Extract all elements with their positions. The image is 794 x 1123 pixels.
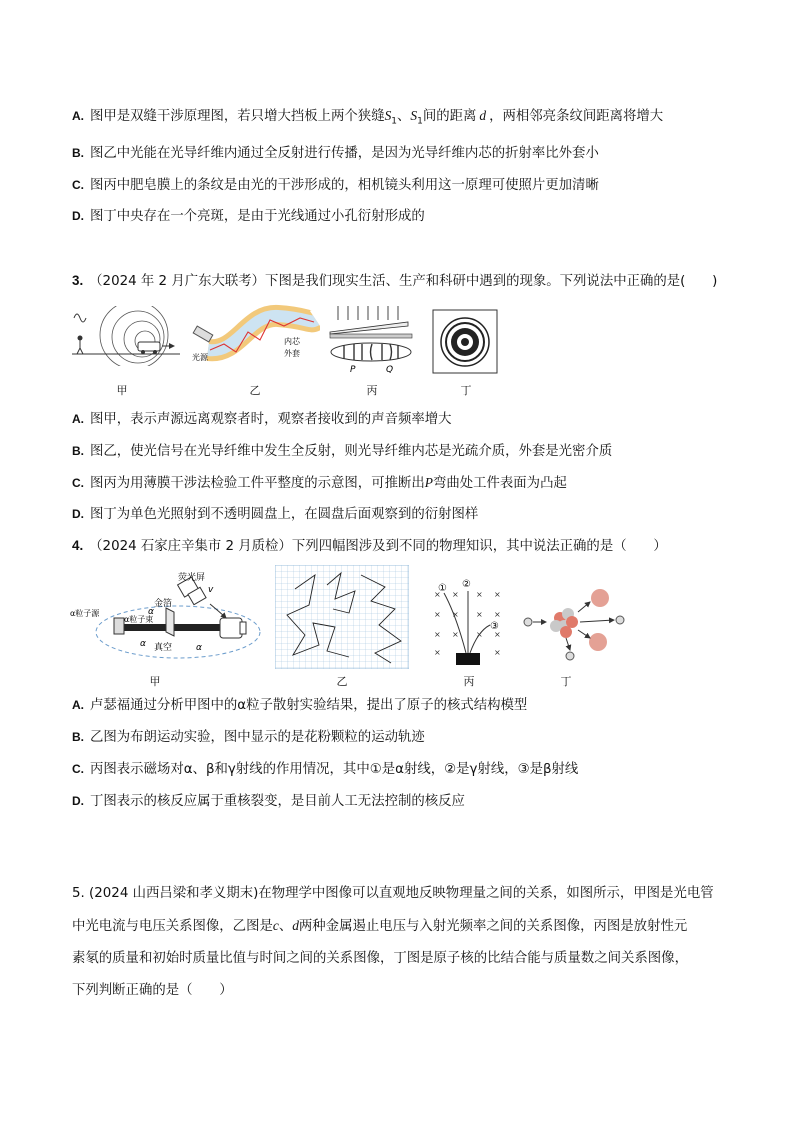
q2-option-b: B. 图乙中光能在光导纤维内通过全反射进行传播，是因为光导纤维内芯的折射率比外套小	[72, 146, 599, 161]
svg-text:×: ×	[434, 648, 441, 657]
q3-figure-ding-diffraction	[432, 309, 500, 375]
q5-stem-line2: 中光电流与电压关系图像，乙图是c、d两种金属遏止电压与入射光频率之间的关系图像，丙图是放射性元	[72, 918, 688, 934]
svg-text:Q: Q	[386, 365, 394, 374]
q4-caption-jia: 甲	[149, 675, 161, 688]
svg-text:荧光屏: 荧光屏	[178, 573, 206, 583]
q2-option-a: A. 图甲是双缝干涉原理图，若只增大挡板上两个狭缝$S_1$、$S_1$间的距离 d ，两相邻亮条纹间距离将增大	[72, 108, 664, 127]
q5-stem-line3: 素氡的质量和初始时质量比值与时间之间的关系图像，丁图是原子核的比结合能与质量数之间关系图像，	[72, 951, 688, 966]
q4-caption-yi: 乙	[336, 675, 348, 688]
svg-text:×: ×	[476, 630, 483, 639]
q3-caption-jia: 甲	[116, 384, 128, 397]
q4-figure-bing-magnetic-rays	[432, 575, 512, 667]
svg-text:×: ×	[494, 648, 501, 657]
q3-caption-bing: 丙	[366, 384, 378, 397]
q4-figure-ding-fission	[520, 582, 630, 664]
q4-option-d: D. 丁图表示的核反应属于重核裂变，是目前人工无法控制的核反应	[72, 794, 465, 809]
svg-text:×: ×	[434, 590, 441, 599]
svg-text:v: v	[208, 585, 214, 595]
svg-text:×: ×	[494, 630, 501, 639]
svg-text:内芯: 内芯	[284, 337, 300, 346]
q3-option-a: A. 图甲，表示声源远离观察者时，观察者接收到的声音频率增大	[72, 412, 452, 427]
q4-figure-jia-rutherford	[70, 568, 266, 668]
svg-text:×: ×	[452, 630, 459, 639]
q4-figure-yi-brownian	[275, 565, 409, 669]
svg-text:真空: 真空	[154, 643, 173, 653]
svg-text:×: ×	[476, 610, 483, 619]
svg-text:①: ①	[438, 583, 447, 594]
q2-option-d: D. 图丁中央存在一个亮斑，是由于光线通过小孔衍射形成的	[72, 209, 425, 224]
q3-option-d: D. 图丁为单色光照射到不透明圆盘上，在圆盘后面观察到的衍射图样	[72, 507, 479, 522]
svg-text:α粒子源: α粒子源	[70, 609, 100, 618]
q3-figure-bing-thin-film	[326, 304, 416, 374]
q3-option-c: C. 图丙为用薄膜干涉法检验工件平整度的示意图，可推断出P弯曲处工件表面为凸起	[72, 475, 567, 491]
q3-caption-ding: 丁	[460, 384, 472, 397]
svg-text:外套: 外套	[284, 349, 300, 358]
svg-text:×: ×	[494, 610, 501, 619]
q4-option-b: B. 乙图为布朗运动实验，图中显示的是花粉颗粒的运动轨迹	[72, 730, 425, 745]
q3-figure-yi-fiber	[188, 304, 320, 368]
q5-stem-line4: 下列判断正确的是（ ）	[72, 983, 233, 998]
q4-caption-bing: 丙	[463, 675, 475, 688]
svg-text:×: ×	[494, 590, 501, 599]
q5-stem-line1: 5. (2024 山西吕梁和孝义期末)在物理学中图像可以直观地反映物理量之间的关系，如图所示，甲图是光电管	[72, 886, 714, 901]
q4-option-a: A. 卢瑟福通过分析甲图中的α粒子散射实验结果，提出了原子的核式结构模型	[72, 698, 528, 713]
q4-stem: 4. （2024 石家庄辛集市 2 月质检）下列四幅图涉及到不同的物理知识，其中说法正确的是（ ）	[72, 538, 667, 554]
q3-figure-jia-doppler	[70, 306, 190, 366]
svg-text:③: ③	[490, 621, 499, 632]
q2-option-c: C. 图丙中肥皂膜上的条纹是由光的干涉形成的，相机镜头利用这一原理可使照片更加清晰	[72, 178, 599, 193]
svg-text:②: ②	[462, 579, 471, 590]
q3-stem: 3. （2024 年 2 月广东大联考）下图是我们现实生活、生产和科研中遇到的现象。下列说法中正确的是( )	[72, 273, 718, 289]
svg-text:×: ×	[434, 610, 441, 619]
svg-text:P: P	[350, 365, 356, 374]
svg-text:α粒子束: α粒子束	[124, 615, 154, 624]
q3-caption-yi: 乙	[249, 384, 261, 397]
svg-text:×: ×	[452, 590, 459, 599]
q4-option-c: C. 丙图表示磁场对α、β和γ射线的作用情况，其中①是α射线，②是γ射线，③是β射线	[72, 762, 579, 777]
svg-text:α: α	[148, 607, 154, 617]
svg-text:×: ×	[452, 610, 459, 619]
svg-text:×: ×	[476, 590, 483, 599]
svg-text:金箔: 金箔	[154, 599, 173, 609]
svg-text:×: ×	[434, 630, 441, 639]
svg-text:光源: 光源	[192, 353, 208, 362]
svg-text:α: α	[196, 643, 202, 653]
option-letter: A.	[72, 109, 84, 123]
q4-caption-ding: 丁	[560, 675, 572, 688]
svg-text:α: α	[140, 639, 146, 649]
q3-option-b: B. 图乙，使光信号在光导纤维中发生全反射，则光导纤维内芯是光疏介质，外套是光密介质	[72, 444, 613, 459]
